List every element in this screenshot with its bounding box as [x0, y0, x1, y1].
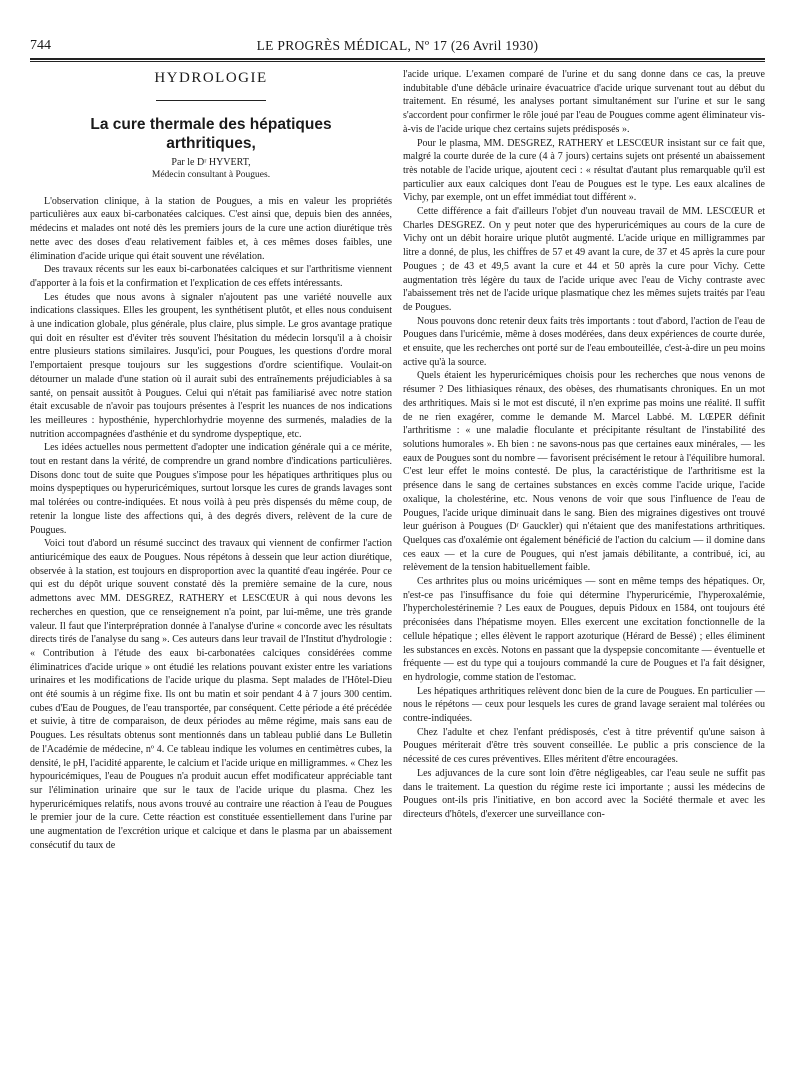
section-rule [156, 100, 266, 101]
right-paragraph: Ces arthrites plus ou moins uricémiques — sont en même temps des hépatiques. Or, n'est-ce pas l'insuffisance du foie qui détermine l'hyperuricémie, l'hyperoxalémie, l'hypercholestérinemie ? Les eaux de Pougues, depuis Pidoux en 1584, ont toujours été préconisées dans l'hépatisme moyen. Elles exercent une excitation fonctionnelle de la cellule hépatique ; elles élèvent le rapport azoturique (Hérard de Bessé) ; elles éliminent les substances en excès. Notons en passant que la dyspepsie concomitante — éventuelle et fréquente — est du type qui a toujours commandé la cure de Pougues et l'a fait désigner, en hydrologie, comme station de l'estomac. [403, 576, 765, 683]
left-body [30, 195, 392, 853]
right-paragraph: Les hépatiques arthritiques relèvent donc bien de la cure de Pougues. En particulier — nous le répétons — ceux pour lesquels les cures de grand lavage seraient mal tolérées ou contre-indiquées. [403, 685, 765, 725]
article-title-line2: arthritiques, [166, 134, 256, 152]
header-rule [30, 58, 765, 60]
article-title [30, 115, 392, 153]
left-paragraph: Les idées actuelles nous permettent d'adopter une indication générale qui a ce mérite, tout en restant dans la vérité, de comprendre un grand nombre d'indications particulières. Disons donc tout de suite que Pougues s'impose pour les hépatiques arthritiques plus ou moins dyspeptiques ou hyperuricémiques, surtout lorsque les cures de grands lavages sont mal tolérées ou contre-indiquées. Et nous voilà à peu près dispensés du même coup, de retenir la longue liste des affections qui, à des degrés divers, relèvent de la cure de Pougues. [30, 442, 392, 536]
left-column [30, 68, 392, 1068]
left-paragraph: L'observation clinique, à la station de Pougues, a mis en valeur les propriétés particulières aux eaux bi-carbonatées calciques. C'est ainsi que, depuis bien des années, médecins et malades ont noté dès les premiers jours de la cure une action diurétique très nette avec des doses d'eau relativement faibles et, à ces mêmes doses faibles, une élimination d'acide urique qui était souvent une révélation. [30, 195, 392, 262]
right-paragraph: Pour le plasma, MM. DESGREZ, RATHERY et LESCŒUR insistant sur ce fait que, malgré la courte durée de la cure (4 à 7 jours) certains sujets ont présenté un abaissement très notable de l'acide urique, ajoutent ceci : « résultat d'autant plus remarquable qu'il est particulier aux eaux calciques dont l'eau de Pougues est le type. Les eaux alcalines de Vichy, par exemple, ont un effet immédiat tout différent ». [403, 137, 765, 204]
right-paragraph: Cette différence a fait d'ailleurs l'objet d'un nouveau travail de MM. LESCŒUR et Charles DESGREZ. On y peut noter que des hyperuricémiques au cours de la cure de Vichy ont un débit horaire urique plutôt augmenté. L'acide urique en milligrammes par litre a donné, de plus, les chiffres de 57 et 49 avant la cure, de 37 et 45 après la cure pour Pougues ; de 43 et 49,5 avant la cure et 44 et 50 après la cure pour Vichy. Cette augmentation très légère du taux de l'acide urique avec l'eau de Vichy contraste avec l'abaissement très net de l'acide urique plasmatique chez les mêmes sujets traités par l'eau de Pougues. [403, 206, 765, 313]
section-heading: HYDROLOGIE [154, 70, 268, 86]
right-paragraph: Nous pouvons donc retenir deux faits très importants : tout d'abord, l'action de l'eau de Pougues dans l'uricémie, même à doses modérées, dans deux expériences de courte durée, et ensuite, que les recherches ont porté sur de l'eau embouteillée, c'est-à-dire un peu moins active qu'à la source. [403, 315, 765, 368]
article-title-line1: La cure thermale des hépatiques [90, 115, 332, 133]
right-column [403, 68, 765, 1068]
right-paragraph: Quels étaient les hyperuricémiques choisis pour les recherches que nous venons de résumer ? Des lithiasiques rénaux, des obèses, des rhumatisants chroniques. En un mot des arthritiques. Mais si le mot est discuté, il n'en exprime pas moins une réalité. Il suffit de ne rien exagérer, comme le demande M. Marcel Labbé. M. LŒPER définit l'arthritisme : « une maladie floculante et précipitante résultant de l'instabilité des solutions humorales ». Eh bien : ne savons-nous pas que certaines eaux minérales, — les eaux de Pougues sont du nombre — favorisent précisément le retour à l'équilibre humoral. C'est leur effet le moins contesté. De plus, la caractéristique de l'arthritisme est la présence dans le sang de certaines substances en excès comme l'acide urique, l'acide oxalique, la cholestérine, etc. Nous venons de voir que sous l'influence de l'eau de Pougues, l'acide urique diminuait dans le sang. Bien des migraines digestives ont trouvé leur guérison à Pougues (Dʳ Gauckler) qui n'étaient que des manifestations arthritiques. Quelques cas d'oxalémie ont également bénéficié de l'action du calcium — il domine dans ces eaux — et la cure de Pougues, qui n'est jamais débilitante, a contribué, ici, au relèvement de la tension habituellement faible. [403, 370, 765, 574]
right-paragraph: Les adjuvances de la cure sont loin d'être négligeables, car l'eau seule ne suffit pas dans le traitement. La question du régime reste ici importante ; aussi les médecins de Pougues ont-ils pris l'initiative, en bon accord avec la Société thermale et avec les directeurs d'hôtels, d'exercer une surveillance con- [403, 767, 765, 820]
right-paragraph: Chez l'adulte et chez l'enfant prédisposés, c'est à titre préventif qu'une saison à Pougues mériterait d'être très souvent conseillée. Le public a pris conscience de la nécessité de ces cures préventives. Elles méritent d'être encouragées. [403, 726, 765, 766]
running-header [30, 38, 765, 58]
page-number: 744 [30, 38, 51, 53]
left-paragraph: Des travaux récents sur les eaux bi-carbonatées calciques et sur l'arthritisme viennent d'apporter à la fois et la confirmation et l'explication de ces effets intéressants. [30, 264, 392, 289]
article-byline: Par le Dʳ HYVERT, [171, 156, 251, 168]
left-paragraph: Les études que nous avons à signaler n'ajoutent pas une variété nouvelle aux indications classiques. Elles les groupent, les synthétisent plutôt, et elles nous conduisent à une indication globale, plus générale, plus claire, plus simple. Le gros avantage pratique qui doit en résulter est d'éviter très souvent l'hésitation du médecin lorsqu'il a à choisir entre plusieurs stations similaires. Jusqu'ici, pour Pougues, les questions d'ordre moral l'emportaient presque toujours sur les suggestions d'ordre scientifique. Voulait-on détourner un malade d'une station où il aurait subi des entraînements préjudiciables à sa santé, on pensait aussitôt à Pougues. Celui qui n'était pas familiarisé avec notre station était excusable de n'avoir pas toujours présentes à l'esprit les nuances de nos indications les meilleures : hyposthénie, hyperchlorhydrie moyenne des surmenés, maladies de la nutrition accompagnées d'asthénie et du syndrome dyspeptique, etc. [30, 291, 392, 440]
header-rule-thin [30, 61, 765, 62]
right-body [403, 68, 765, 822]
left-paragraph: Voici tout d'abord un résumé succinct des travaux qui viennent de confirmer l'action antiuricémique des eaux de Pougues. Nous répétons à dessein que leur action diurétique, observée à la station, est toujours en disproportion avec la quantité d'eau ingérée. Pour ce qui est du dépôt urique souvent constaté dès la première semaine de la cure, nous admettons avec MM. DESGREZ, RATHERY et LESCŒUR à qui nous devons les recherches en question, que ce renseignement n'a point, par lui-même, une très grande valeur. Il faut que l'interprépration donnée à l'analyse d'urine « concorde avec les résultats directs tirés de l'analyse du sang ». Ces auteurs dans leur travail de l'Institut d'hydrologie : « Contribution à l'étude des eaux bi-carbonatées calciques considérées comme éliminatrices d'acide urique » ont étudié les relations pouvant exister entre les variations urinaires et les modifications de l'acide urique du plasma. Sept malades de l'Hôtel-Dieu ont été soumis à un régime fixe. Ils ont bu matin et soir pendant 4 à 7 jours 300 centim. cubes d'Eau de Pougues, de l'eau transportée, par conséquent. Cette période a été précédée et suivie, à titre de comparaison, de deux périodes au même régime, mais sans eau de Pougues. Les résultats obtenus sont mentionnés dans un tableau publié dans Le Bulletin de l'Académie de médecine, nº 4. Ce tableau indique les volumes en centimètres cubes, la densité, le pH, l'acidité apparente, le calcium et l'acide urique en milligrammes. « Chez les hypouricémiques, l'eau de Pougues n'a produit aucun effet modificateur appréciable tant sur l'élimination urinaire que sur le taux de l'acide urique du plasma. Chez les hyperuricémiques relatifs, nous avons trouvé au contraire une réaction à l'eau de Pougues le premier jour de la cure. Cette réaction est constituée essentiellement dans l'urine par une augmentation de l'excrétion urique et calcique et dans le plasma par un abaissement consécutif du taux de [30, 538, 392, 851]
right-paragraph: l'acide urique. L'examen comparé de l'urine et du sang donne dans ce cas, la preuve indubitable d'une débâcle urinaire évacuatrice d'acide urique survenant tout au début du traitement. En résumé, les analyses portant simultanément sur l'urine et sur le sang s'accordent pour confirmer le rôle joué par l'eau de Pougues comme agent éliminateur vis-à-vis de l'acide urique chez certains sujets prédisposés ». [403, 69, 765, 135]
article-affiliation: Médecin consultant à Pougues. [151, 169, 271, 180]
journal-title: LE PROGRÈS MÉDICAL, Nº 17 (26 Avril 1930) [256, 38, 539, 53]
